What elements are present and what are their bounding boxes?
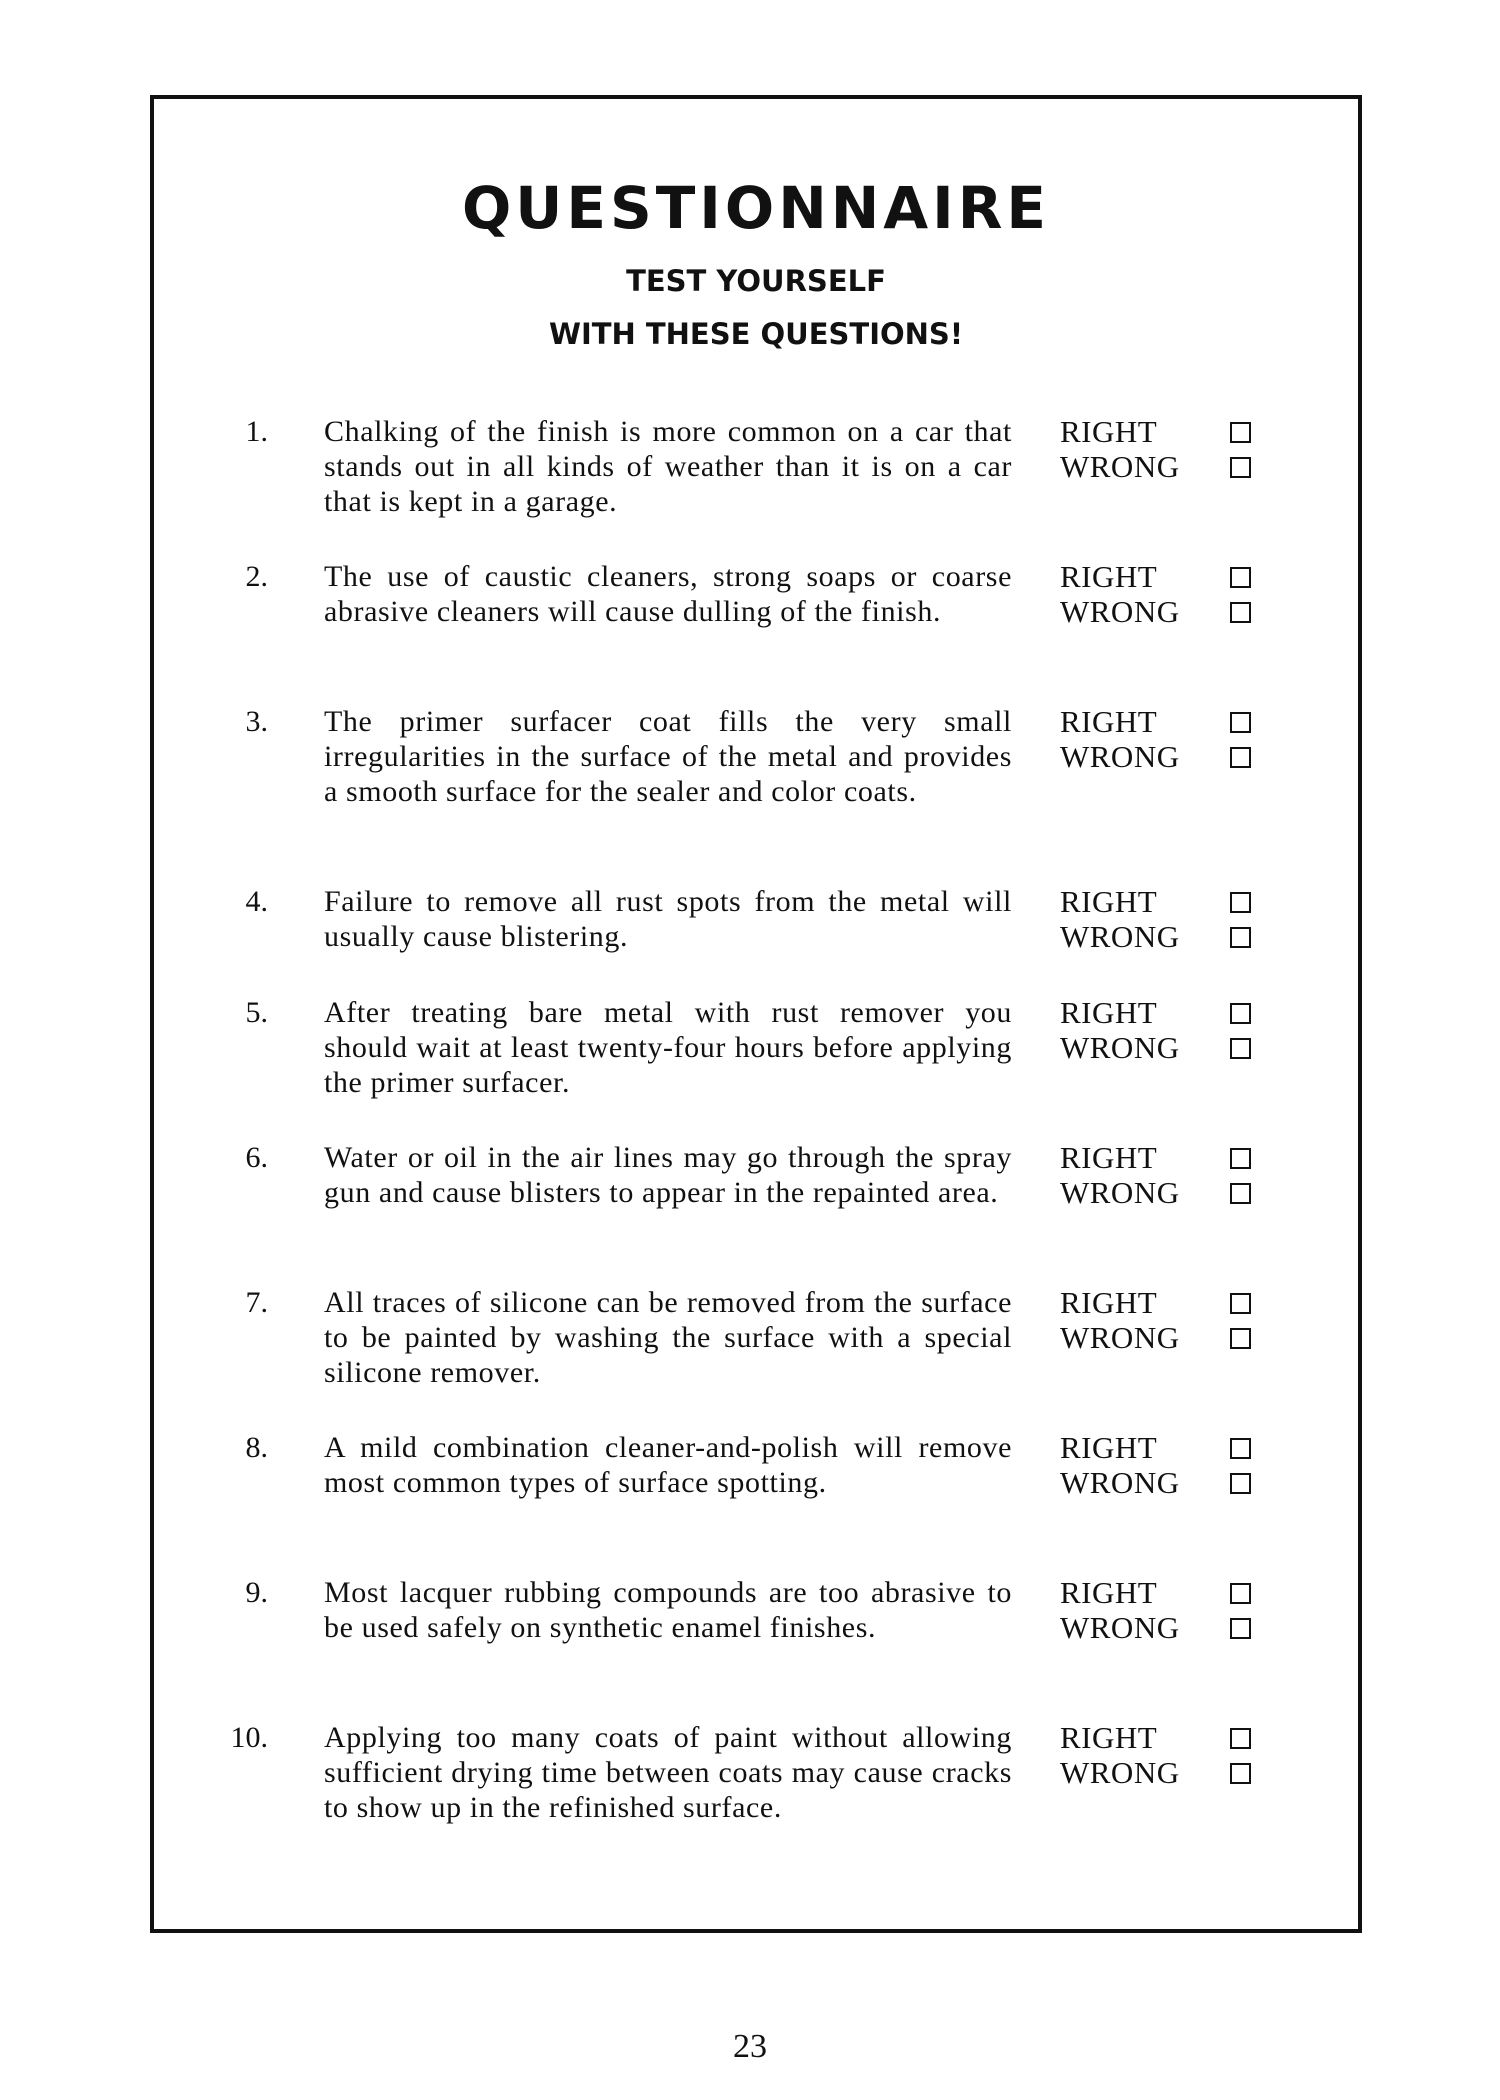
question-text: Applying too many coats of paint without allowing sufficient drying time between coats may cause cracks to show up in the refinished surface. <box>324 1721 1012 1824</box>
wrong-label: WRONG <box>1060 1175 1180 1210</box>
subtitle-line-2: WITH THESE QUESTIONS! <box>548 317 964 351</box>
answer-right[interactable] <box>1060 1575 1290 1610</box>
answer-wrong[interactable] <box>1060 919 1290 954</box>
right-label: RIGHT <box>1060 1285 1158 1320</box>
answer-options <box>1060 1575 1290 1645</box>
question-number: 4. <box>245 885 268 918</box>
right-label: RIGHT <box>1060 884 1158 919</box>
question-text: A mild combination cleaner-and-polish will remove most common types of surface spotting. <box>324 1431 1012 1499</box>
answer-wrong[interactable] <box>1060 1320 1290 1355</box>
question-number: 8. <box>245 1431 268 1464</box>
page-title: QUESTIONNAIRE <box>461 174 1051 242</box>
questionnaire-frame <box>150 95 1362 1933</box>
answer-wrong[interactable] <box>1060 594 1290 629</box>
wrong-label: WRONG <box>1060 449 1180 484</box>
answer-wrong[interactable] <box>1060 1755 1290 1790</box>
wrong-label: WRONG <box>1060 1465 1180 1500</box>
wrong-label: WRONG <box>1060 594 1180 629</box>
right-checkbox[interactable] <box>1230 712 1251 733</box>
question-item <box>154 1140 1358 1290</box>
wrong-checkbox[interactable] <box>1230 1618 1251 1639</box>
answer-right[interactable] <box>1060 884 1290 919</box>
wrong-checkbox[interactable] <box>1230 1183 1251 1204</box>
answer-options <box>1060 884 1290 954</box>
answer-options <box>1060 1720 1290 1790</box>
wrong-checkbox[interactable] <box>1230 1473 1251 1494</box>
answer-wrong[interactable] <box>1060 449 1290 484</box>
wrong-checkbox[interactable] <box>1230 457 1251 478</box>
answer-wrong[interactable] <box>1060 1030 1290 1065</box>
right-checkbox[interactable] <box>1230 567 1251 588</box>
question-number: 6. <box>245 1141 268 1174</box>
question-text: Most lacquer rubbing compounds are too abrasive to be used safely on synthetic enamel finishes. <box>324 1576 1012 1644</box>
question-text: The primer surfacer coat fills the very small irregularities in the surface of the metal and provides a smooth surface for the sealer and color coats. <box>324 705 1012 808</box>
right-checkbox[interactable] <box>1230 892 1251 913</box>
question-number: 9. <box>245 1576 268 1609</box>
answer-right[interactable] <box>1060 704 1290 739</box>
right-checkbox[interactable] <box>1230 1728 1251 1749</box>
right-checkbox[interactable] <box>1230 1148 1251 1169</box>
question-item <box>154 559 1358 709</box>
wrong-checkbox[interactable] <box>1230 1763 1251 1784</box>
answer-right[interactable] <box>1060 1140 1290 1175</box>
question-item <box>154 1430 1358 1580</box>
answer-options <box>1060 414 1290 484</box>
answer-options <box>1060 1285 1290 1355</box>
question-number: 7. <box>245 1286 268 1319</box>
question-item <box>154 704 1358 854</box>
answer-right[interactable] <box>1060 559 1290 594</box>
right-checkbox[interactable] <box>1230 1293 1251 1314</box>
right-checkbox[interactable] <box>1230 1438 1251 1459</box>
right-label: RIGHT <box>1060 1430 1158 1465</box>
wrong-label: WRONG <box>1060 1030 1180 1065</box>
question-item <box>154 1575 1358 1725</box>
wrong-label: WRONG <box>1060 1320 1180 1355</box>
right-label: RIGHT <box>1060 1575 1158 1610</box>
subtitle-line-1: TEST YOURSELF <box>626 264 886 298</box>
right-checkbox[interactable] <box>1230 422 1251 443</box>
answer-right[interactable] <box>1060 1285 1290 1320</box>
answer-options <box>1060 995 1290 1065</box>
right-label: RIGHT <box>1060 414 1158 449</box>
question-text: Water or oil in the air lines may go through the spray gun and cause blisters to appear in the repainted area. <box>324 1141 1012 1209</box>
question-text: Chalking of the finish is more common on a car that stands out in all kinds of weather than it is on a car that is kept in a garage. <box>324 415 1012 518</box>
right-label: RIGHT <box>1060 704 1158 739</box>
question-item <box>154 1285 1358 1435</box>
answer-wrong[interactable] <box>1060 1465 1290 1500</box>
wrong-checkbox[interactable] <box>1230 1328 1251 1349</box>
wrong-label: WRONG <box>1060 1755 1180 1790</box>
right-checkbox[interactable] <box>1230 1003 1251 1024</box>
right-checkbox[interactable] <box>1230 1583 1251 1604</box>
wrong-checkbox[interactable] <box>1230 602 1251 623</box>
question-number: 3. <box>245 705 268 738</box>
answer-options <box>1060 1140 1290 1210</box>
question-text: The use of caustic cleaners, strong soaps or coarse abrasive cleaners will cause dulling of the finish. <box>324 560 1012 628</box>
question-text: All traces of silicone can be removed from the surface to be painted by washing the surface with a special silicone remover. <box>324 1286 1012 1389</box>
wrong-label: WRONG <box>1060 1610 1180 1645</box>
wrong-checkbox[interactable] <box>1230 747 1251 768</box>
page-number: 23 <box>733 2028 767 2065</box>
answer-right[interactable] <box>1060 1720 1290 1755</box>
right-label: RIGHT <box>1060 559 1158 594</box>
question-item <box>154 995 1358 1145</box>
wrong-label: WRONG <box>1060 739 1180 774</box>
right-label: RIGHT <box>1060 995 1158 1030</box>
answer-options <box>1060 559 1290 629</box>
question-item <box>154 1720 1358 1870</box>
question-text: After treating bare metal with rust remover you should wait at least twenty-four hours before applying the primer surfacer. <box>324 996 1012 1099</box>
answer-wrong[interactable] <box>1060 1175 1290 1210</box>
answer-options <box>1060 1430 1290 1500</box>
question-number: 2. <box>245 560 268 593</box>
question-number: 5. <box>245 996 268 1029</box>
wrong-checkbox[interactable] <box>1230 1038 1251 1059</box>
answer-right[interactable] <box>1060 414 1290 449</box>
question-number: 10. <box>230 1721 268 1754</box>
answer-right[interactable] <box>1060 1430 1290 1465</box>
answer-wrong[interactable] <box>1060 739 1290 774</box>
wrong-checkbox[interactable] <box>1230 927 1251 948</box>
wrong-label: WRONG <box>1060 919 1180 954</box>
answer-options <box>1060 704 1290 774</box>
question-text: Failure to remove all rust spots from the metal will usually cause blistering. <box>324 885 1012 953</box>
right-label: RIGHT <box>1060 1720 1158 1755</box>
right-label: RIGHT <box>1060 1140 1158 1175</box>
question-item <box>154 414 1358 564</box>
question-number: 1. <box>245 415 268 448</box>
answer-right[interactable] <box>1060 995 1290 1030</box>
answer-wrong[interactable] <box>1060 1610 1290 1645</box>
